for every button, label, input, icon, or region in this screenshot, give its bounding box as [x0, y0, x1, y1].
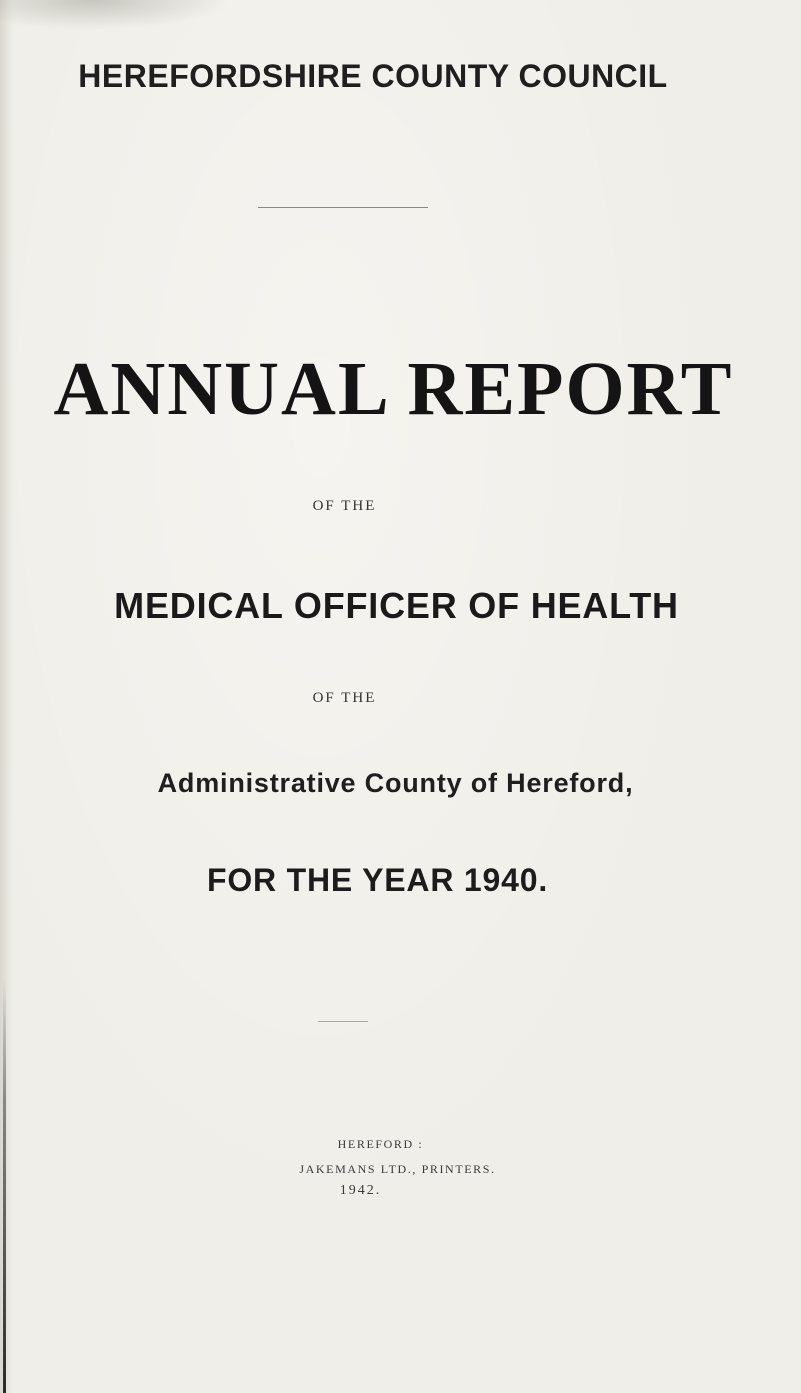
- connector-of-the-1: OF THE: [312, 498, 377, 514]
- imprint-place: HEREFORD :: [337, 1137, 424, 1151]
- report-year: FOR THE YEAR 1940.: [206, 862, 549, 898]
- connector-of-the-2: OF THE: [312, 690, 377, 706]
- paper-stain: [0, 0, 230, 30]
- council-name: HEREFORDSHIRE COUNTY COUNCIL: [78, 58, 668, 94]
- imprint-date: 1942.: [339, 1183, 382, 1198]
- county-name: Administrative County of Hereford,: [157, 768, 634, 798]
- divider-rule-top: [258, 207, 428, 208]
- officer-title: MEDICAL OFFICER OF HEALTH: [114, 585, 679, 626]
- divider-rule-bottom: [318, 1021, 368, 1022]
- report-title: ANNUAL REPORT: [53, 347, 734, 431]
- imprint-printer: JAKEMANS LTD., PRINTERS.: [299, 1162, 496, 1176]
